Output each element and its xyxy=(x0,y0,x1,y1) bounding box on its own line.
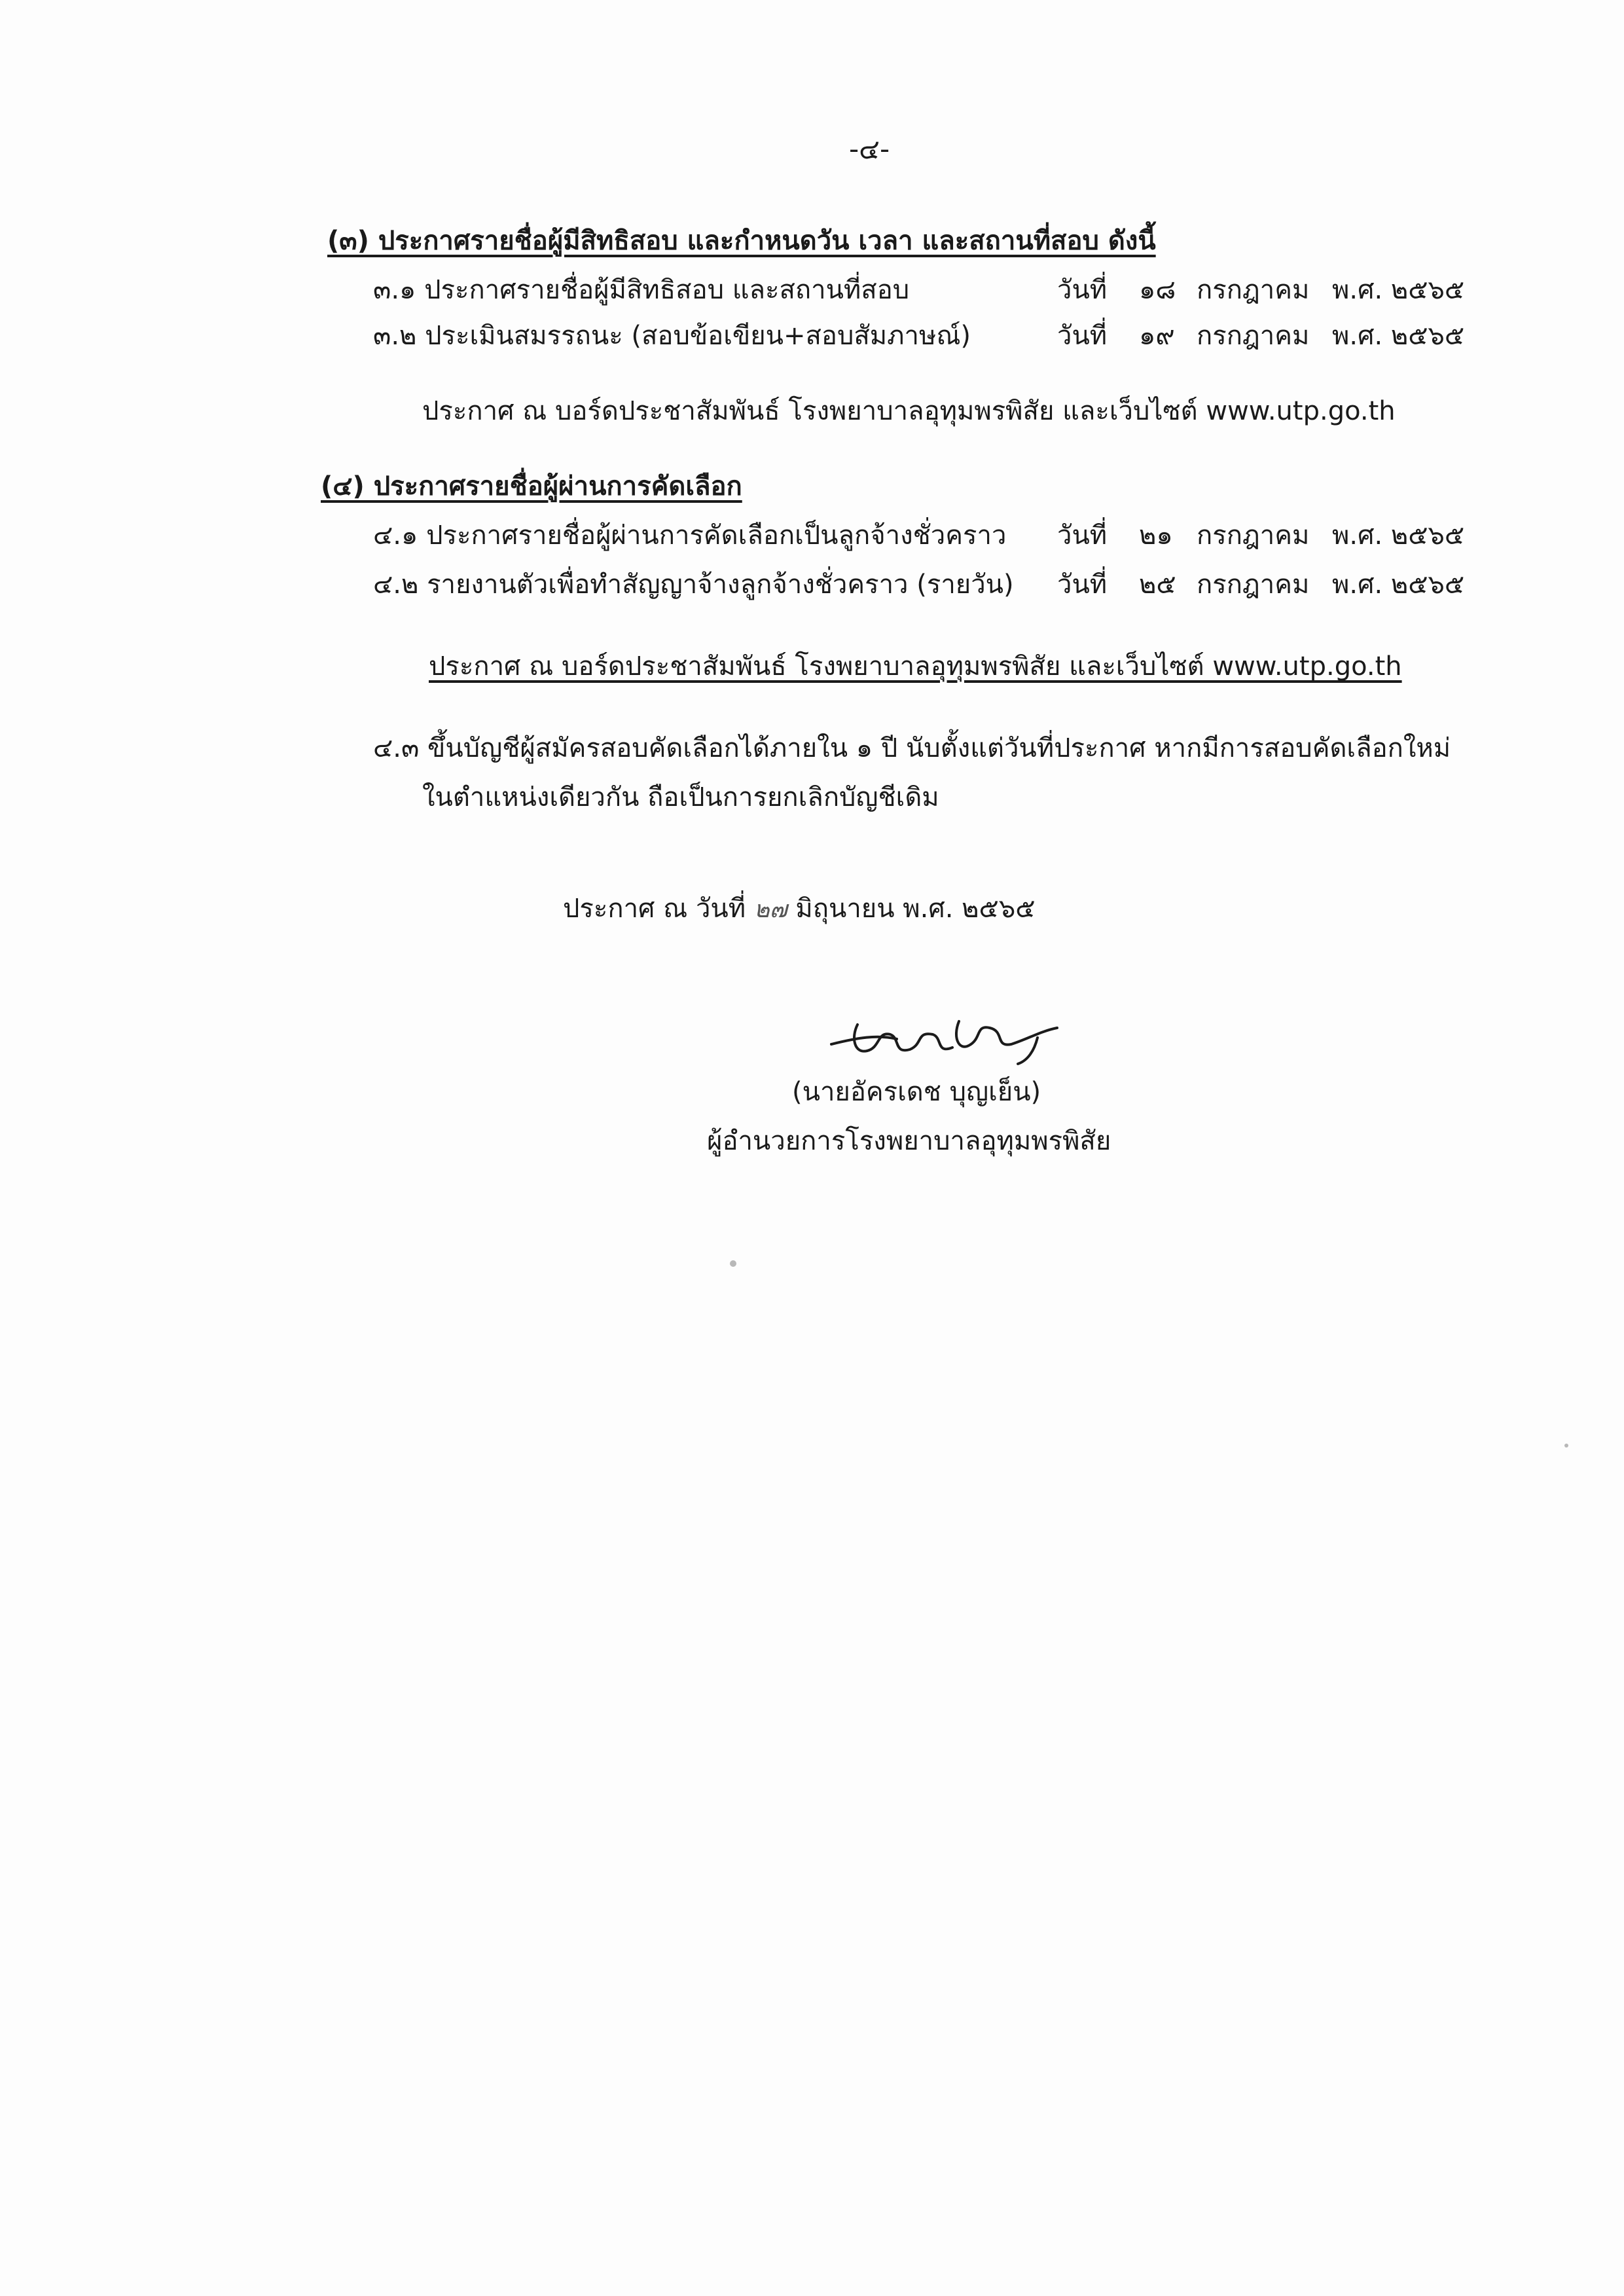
date-day: ๑๙ xyxy=(1139,321,1175,351)
announced-date-rest: มิถุนายน พ.ศ. ๒๕๖๕ xyxy=(787,894,1036,924)
section4-heading xyxy=(321,468,742,505)
section3-announcement: ประกาศ ณ บอร์ดประชาสัมพันธ์ โรงพยาบาลอุทุมพรพิสัย และเว็บไซต์ www.utp.go.th xyxy=(422,396,1396,426)
announced-at: ประกาศ ณ วันที่ xyxy=(563,894,754,924)
item-label: ๓.๑ ประกาศรายชื่อผู้มีสิทธิสอบ และสถานที่สอบ xyxy=(373,275,910,305)
section3-item-2 xyxy=(0,318,1624,357)
date-month: กรกฎาคม xyxy=(1197,321,1310,351)
section4-announcement xyxy=(429,648,1402,685)
item-label: ๓.๒ ประเมินสมรรถนะ (สอบข้อเขียน+สอบสัมภาษณ์) xyxy=(373,321,971,351)
section4-heading-text: (๔) ประกาศรายชื่อผู้ผ่านการคัดเลือก xyxy=(321,471,742,501)
item-label: ๔.๑ ประกาศรายชื่อผู้ผ่านการคัดเลือกเป็นลูกจ้างชั่วคราว xyxy=(373,520,1007,551)
date-year: พ.ศ. ๒๕๖๕ xyxy=(1332,321,1465,351)
date-day: ๒๑ xyxy=(1139,520,1173,551)
section3-heading xyxy=(327,223,1156,259)
section4-announcement-text: ประกาศ ณ บอร์ดประชาสัมพันธ์ โรงพยาบาลอุทุมพรพิสัย และเว็บไซต์ www.utp.go.th xyxy=(429,651,1402,682)
section3-heading-text: (๓) ประกาศรายชื่อผู้มีสิทธิสอบ และกำหนดวัน เวลา และสถานที่สอบ ดังนี้ xyxy=(327,226,1156,256)
scan-speck xyxy=(730,1260,736,1267)
announcement-date xyxy=(563,890,1035,928)
signer-title: ผู้อำนวยการโรงพยาบาลอุทุมพรพิสัย xyxy=(707,1126,1111,1156)
section4-item-2 xyxy=(0,566,1624,606)
section4-note-line1: ๔.๓ ขึ้นบัญชีผู้สมัครสอบคัดเลือกได้ภายใน ๑ ปี นับตั้งแต่วันที่ประกาศ หากมีการสอบคัดเลือกใหม่ xyxy=(373,733,1451,763)
date-month: กรกฎาคม xyxy=(1197,520,1310,551)
section4-note-line2: ในตำแหน่งเดียวกัน ถือเป็นการยกเลิกบัญชีเดิม xyxy=(422,782,939,812)
page-number: -๔- xyxy=(849,133,890,165)
item-label: ๔.๒ รายงานตัวเพื่อทำสัญญาจ้างลูกจ้างชั่วคราว (รายวัน) xyxy=(373,570,1014,600)
handwritten-day: ๒๗ xyxy=(753,896,787,923)
section3-item-1 xyxy=(0,272,1624,311)
date-year: พ.ศ. ๒๕๖๕ xyxy=(1332,570,1465,600)
signer-name: (นายอัครเดช บุญเย็น) xyxy=(792,1077,1041,1107)
date-year: พ.ศ. ๒๕๖๕ xyxy=(1332,275,1465,305)
signature-image xyxy=(818,998,1074,1070)
date-day: ๑๘ xyxy=(1139,275,1176,305)
section4-item-1 xyxy=(0,517,1624,556)
date-word: วันที่ xyxy=(1057,520,1108,551)
date-word: วันที่ xyxy=(1057,570,1108,600)
date-month: กรกฎาคม xyxy=(1197,570,1310,600)
date-word: วันที่ xyxy=(1057,275,1108,305)
date-year: พ.ศ. ๒๕๖๕ xyxy=(1332,520,1465,551)
scan-speck xyxy=(1564,1444,1568,1448)
date-month: กรกฎาคม xyxy=(1197,275,1310,305)
date-word: วันที่ xyxy=(1057,321,1108,351)
date-day: ๒๕ xyxy=(1139,570,1176,600)
